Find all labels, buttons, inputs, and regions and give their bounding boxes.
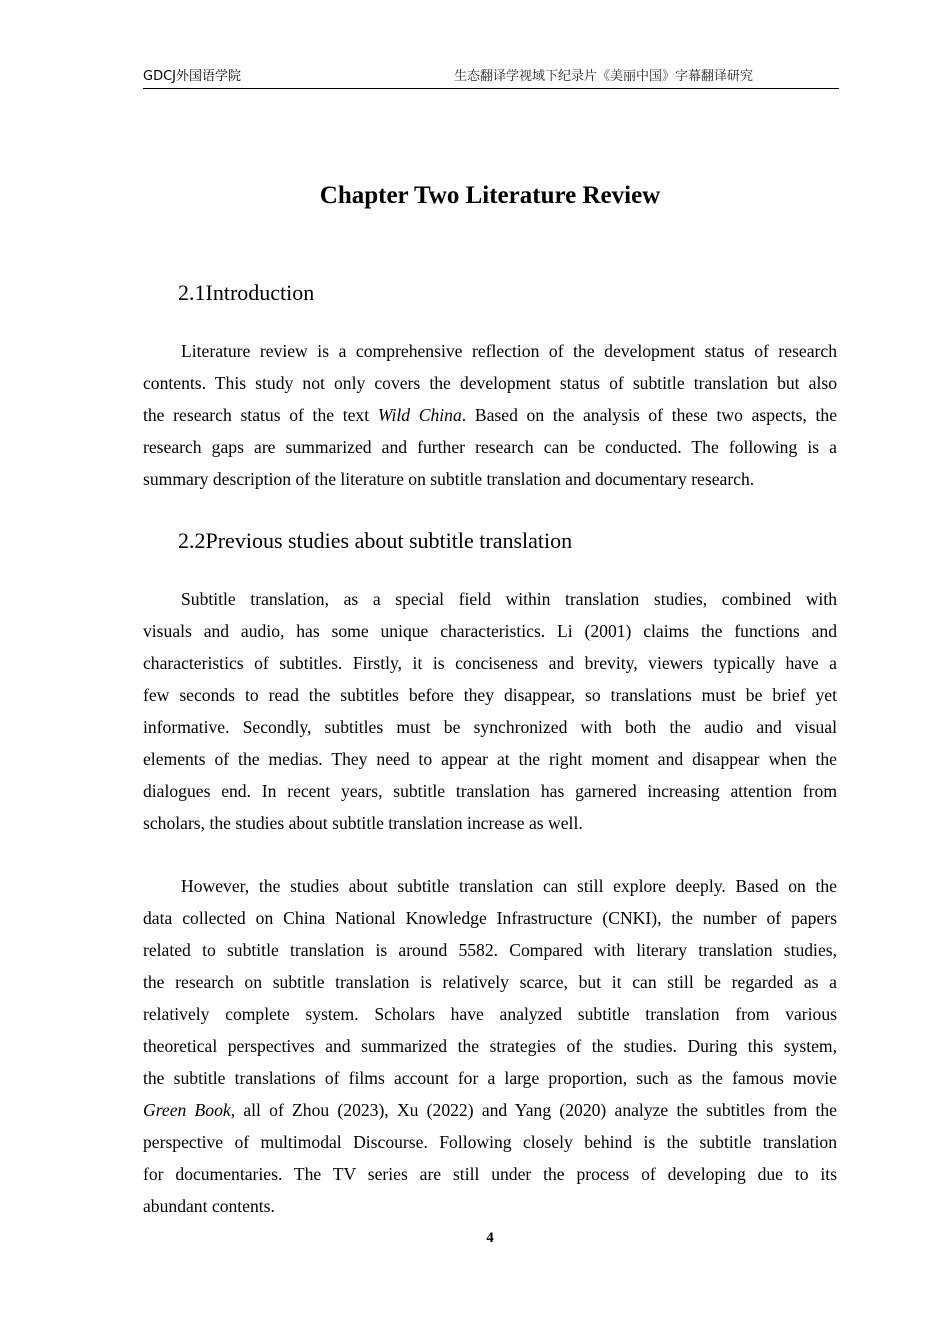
paragraph-line: perspective of multimodal Discourse. Following closely behind is the subtitle translation <box>143 1132 837 1152</box>
paragraph-line: dialogues end. In recent years, subtitle translation has garnered increasing attention from <box>143 781 837 801</box>
paragraph-line: characteristics of subtitles. Firstly, it is conciseness and brevity, viewers typically have a <box>143 653 837 673</box>
paragraph-subtitle-studies-status <box>143 870 837 1222</box>
paragraph-line: Subtitle translation, as a special field within translation studies, combined with <box>181 589 837 609</box>
section-heading-introduction <box>178 278 314 308</box>
text-run: , all of Zhou (2023), Xu (2022) and Yang (2020) analyze the subtitles from the <box>230 1100 837 1120</box>
paragraph-line: visuals and audio, has some unique characteristics. Li (2001) claims the functions and <box>143 621 837 641</box>
text-run: . Based on the analysis of these two aspects, the <box>461 405 838 425</box>
paragraph-line: Literature review is a comprehensive reflection of the development status of research <box>181 341 837 361</box>
section-number: 2.2 <box>178 528 206 553</box>
paragraph-introduction <box>143 335 837 495</box>
paragraph-line: theoretical perspectives and summarized the strategies of the studies. During this system, <box>143 1036 837 1056</box>
section-title: Previous studies about subtitle translation <box>205 528 573 553</box>
paragraph-line <box>143 399 837 431</box>
paragraph-line: data collected on China National Knowledge Infrastructure (CNKI), the number of papers <box>143 908 837 928</box>
paragraph-line: research gaps are summarized and further research can be conducted. The following is a <box>143 437 837 457</box>
paragraph-line: few seconds to read the subtitles before they disappear, so translations must be brief yet <box>143 685 837 705</box>
paragraph-line: abundant contents. <box>143 1196 275 1216</box>
paragraph-line: scholars, the studies about subtitle translation increase as well. <box>143 813 583 833</box>
paragraph-line: the subtitle translations of films account for a large proportion, such as the famous movie <box>143 1068 837 1088</box>
paragraph-line: elements of the medias. They need to appear at the right moment and disappear when the <box>143 749 837 769</box>
header-institution: GDCJ外国语学院 <box>143 69 241 84</box>
paragraph-line: for documentaries. The TV series are still under the process of developing due to its <box>143 1164 837 1184</box>
paragraph-line: contents. This study not only covers the development status of subtitle translation but also <box>143 373 837 393</box>
paragraph-subtitle-characteristics <box>143 583 837 839</box>
text-run: the research status of the text <box>143 405 378 425</box>
header-thesis-title: 生态翻译学视域下纪录片《美丽中国》字幕翻译研究 <box>454 69 754 84</box>
page-number: 4 <box>486 1230 494 1246</box>
paragraph-line: informative. Secondly, subtitles must be synchronized with both the audio and visual <box>143 717 837 737</box>
paragraph-line: relatively complete system. Scholars have analyzed subtitle translation from various <box>143 1004 837 1024</box>
paragraph-line: summary description of the literature on subtitle translation and documentary research. <box>143 469 755 489</box>
paragraph-line: the research on subtitle translation is relatively scarce, but it can still be regarded as a <box>143 972 837 992</box>
page-header <box>143 66 839 89</box>
chapter-title: Chapter Two Literature Review <box>319 182 661 209</box>
paragraph-line: related to subtitle translation is around 5582. Compared with literary translation studies, <box>143 940 837 960</box>
italic-title-green-book: Green Book <box>143 1100 231 1120</box>
section-number: 2.1 <box>178 280 206 305</box>
section-title: Introduction <box>205 280 315 305</box>
paragraph-line <box>143 1094 837 1126</box>
italic-title-wild-china: Wild China <box>377 405 462 425</box>
section-heading-previous-studies <box>178 526 572 556</box>
paragraph-line: However, the studies about subtitle translation can still explore deeply. Based on the <box>181 876 837 896</box>
